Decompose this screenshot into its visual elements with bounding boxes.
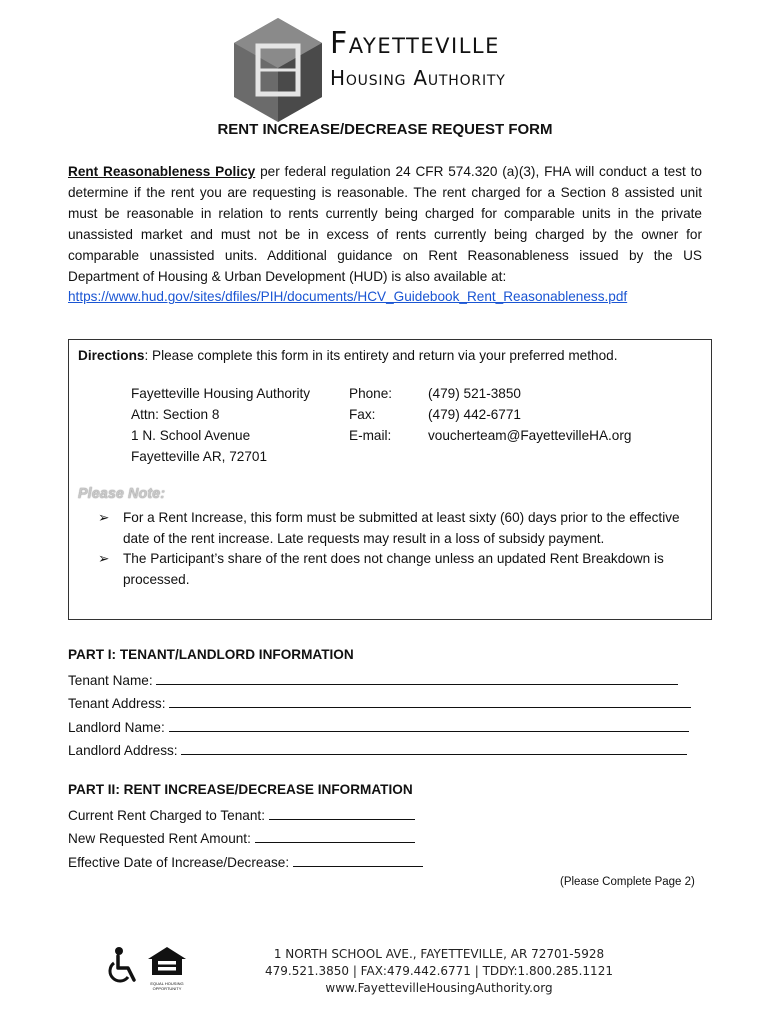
policy-text: per federal regulation 24 CFR 574.320 (a)(3), FHA will conduct a test to determine if the rent you are requesting is reasonable. The rent charged for a Section 8 assisted unit must be reasonable in relation to rents currently being charged for comparable units in the private unassisted market and must not be in excess of rents currently being charged by the owner for comparable unassisted units. Additional guidance on Rent Reasonableness issued by the US Department of Housing & Urban Development (HUD) is also available at: [68,164,702,284]
fax-value: (479) 442-6771 [428,407,521,422]
arrow-bullet-icon: ➢ [98,510,110,525]
contact-values [428,383,631,446]
address-line: Fayetteville Housing Authority [131,386,311,401]
phone-label: Phone: [349,386,393,401]
directions-text: : Please complete this form in its entirety and return via your preferred method. [144,348,618,363]
address-line: Attn: Section 8 [131,407,220,422]
contact-labels [349,383,392,446]
eho-caption: EQUAL HOUSING OPPORTUNITY [150,981,184,991]
footer-website: www.FayettevilleHousingAuthority.org [325,981,553,995]
landlord-address-field[interactable]: Landlord Address: [68,743,687,758]
effective-date-field[interactable]: Effective Date of Increase/Decrease: [68,855,423,870]
new-rent-field[interactable]: New Requested Rent Amount: [68,831,415,846]
org-name-line2: Housing Authority [330,66,506,90]
current-rent-field[interactable]: Current Rent Charged to Tenant: [68,808,415,823]
form-title: RENT INCREASE/DECREASE REQUEST FORM [217,121,553,138]
hud-guidebook-link[interactable]: https://www.hud.gov/sites/dfiles/PIH/documents/HCV_Guidebook_Rent_Reasonableness.pdf [68,289,628,305]
arrow-bullet-icon: ➢ [98,551,110,566]
tenant-name-field[interactable]: Tenant Name: [68,673,678,688]
please-note-title: Please Note: [78,486,166,502]
fha-logo-icon [232,16,324,124]
continue-note: (Please Complete Page 2) [560,876,695,888]
tenant-address-field[interactable]: Tenant Address: [68,696,691,711]
note-item: ➢ For a Rent Increase, this form must be submitted at least sixty (60) days prior to the effective date of the rent increase. Late requests may result in a loss of subsidy payment. [98,510,680,546]
footer-address: 1 NORTH SCHOOL AVE., FAYETTEVILLE, AR 72701-5928 [273,947,605,961]
address-line: Fayetteville AR, 72701 [131,449,268,464]
notes-list [98,508,698,590]
policy-heading: Rent Reasonableness Policy [68,164,256,179]
email-value: voucherteam@FayettevilleHA.org [428,428,632,443]
note-item: ➢ The Participant’s share of the rent does not change unless an updated Rent Breakdown is processed. [98,551,664,587]
footer-contact [0,946,770,997]
address-line: 1 N. School Avenue [131,428,251,443]
directions-line [78,348,617,363]
policy-paragraph [68,162,702,308]
org-name-line1: Fayetteville [330,26,500,61]
mailing-address [131,383,310,467]
directions-label: Directions [78,348,145,363]
part1-title: PART I: TENANT/LANDLORD INFORMATION [68,647,354,662]
footer-phones: 479.521.3850 | FAX:479.442.6771 | TDDY:1.800.285.1121 [265,964,613,978]
email-label: E-mail: [349,428,392,443]
landlord-name-field[interactable]: Landlord Name: [68,720,689,735]
part2-title: PART II: RENT INCREASE/DECREASE INFORMATION [68,782,413,797]
fax-label: Fax: [349,407,376,422]
phone-value: (479) 521-3850 [428,386,521,401]
